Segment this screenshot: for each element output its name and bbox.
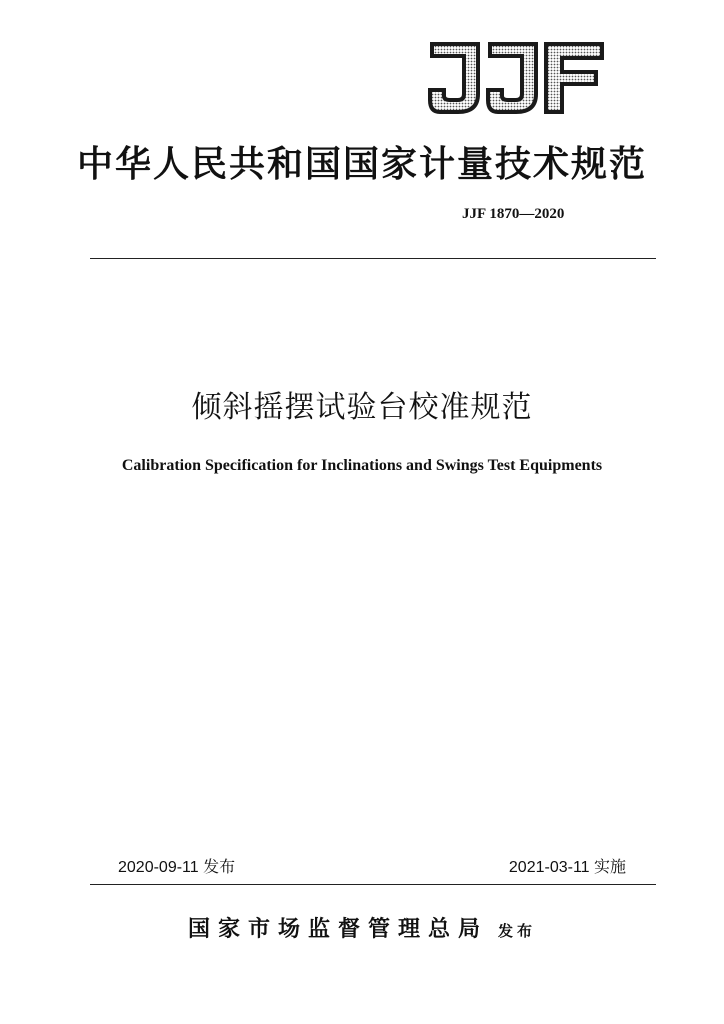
issuer-name: 国家市场监督管理总局 bbox=[187, 916, 488, 942]
standard-number: JJF 1870—2020 bbox=[462, 206, 565, 222]
jjf-logo bbox=[422, 36, 610, 118]
publish-label: 发布 bbox=[498, 922, 537, 940]
title-chinese: 倾斜摇摆试验台校准规范 bbox=[191, 390, 533, 425]
top-divider bbox=[90, 258, 656, 259]
issue-date: 2020-09-11 发布 bbox=[118, 859, 236, 876]
bottom-divider bbox=[90, 884, 656, 885]
title-english: Calibration Specification for Inclinations and Swings Test Equipments bbox=[121, 457, 603, 474]
main-title: 中华人民共和国国家计量技术规范 bbox=[76, 143, 647, 185]
implementation-date: 2021-03-11 实施 bbox=[508, 859, 626, 876]
issuer-row bbox=[0, 912, 724, 943]
